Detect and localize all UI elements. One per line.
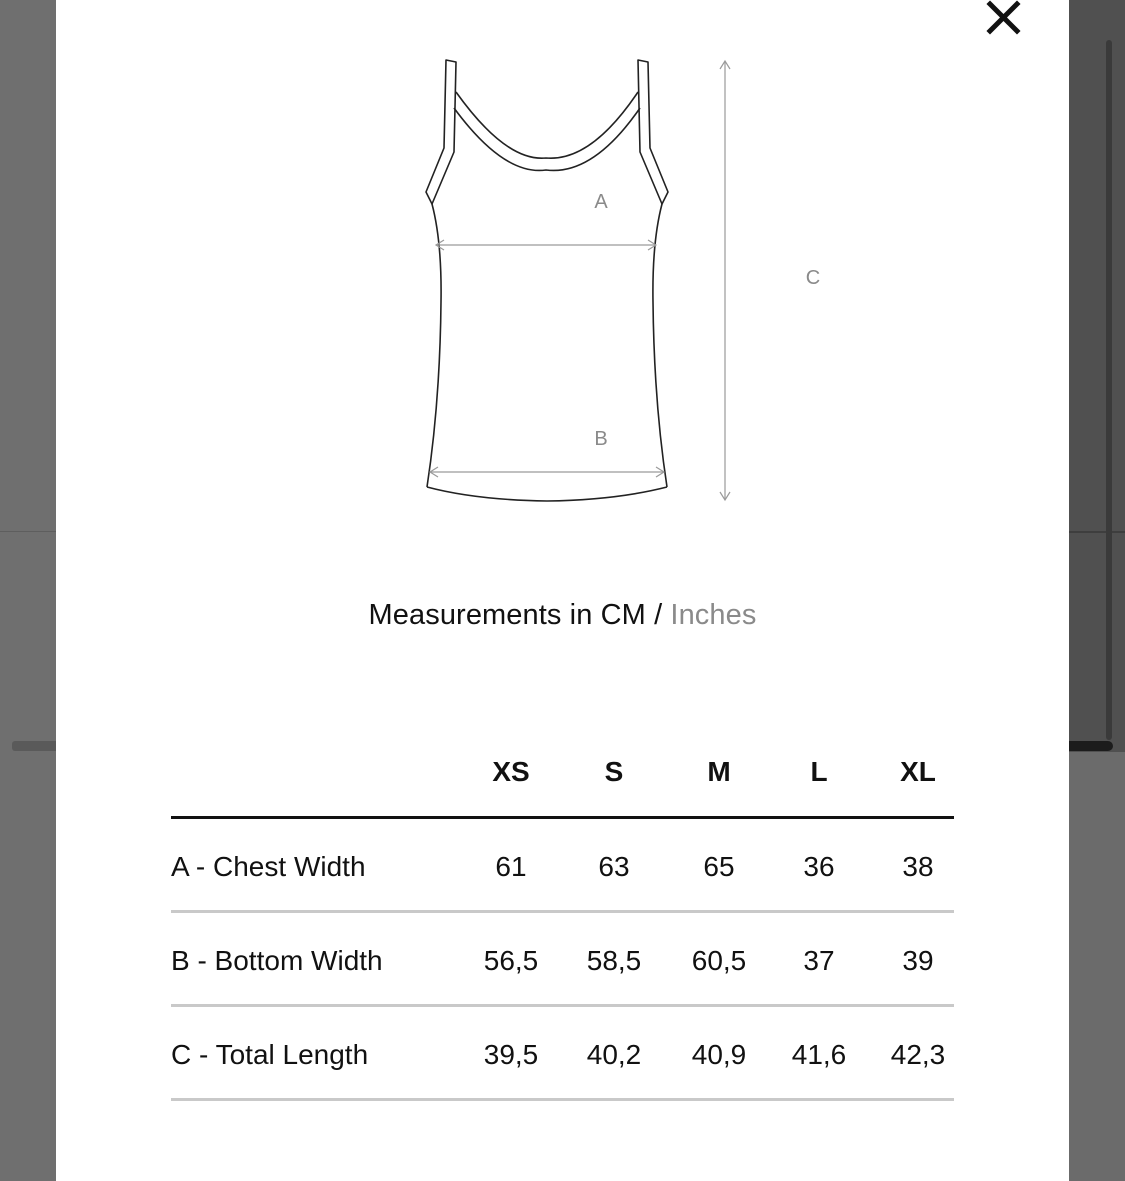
unit-inches-toggle[interactable]: Inches [670,599,757,631]
tank-top-outline [426,60,668,501]
label-c: C [805,267,821,289]
label-b: B [594,428,608,450]
measurement-guides [430,61,730,500]
row-label-bottom-width: B - Bottom Width [171,945,383,976]
size-header-row [171,752,954,819]
backdrop-divider [1069,531,1125,533]
row-label-total-length: C - Total Length [171,1039,369,1070]
backdrop-band [12,741,56,751]
table-cell: 65 [703,851,735,882]
table-cell: 37 [803,945,835,976]
size-guide-modal [56,0,1069,1181]
page-backdrop-right [1069,0,1125,1181]
size-header-xl: XL [900,756,936,787]
close-icon [986,0,1022,36]
backdrop-lower [1069,752,1125,1181]
backdrop-divider [0,531,56,532]
table-row [171,913,954,1007]
table-cell: 42,3 [890,1039,946,1070]
close-button[interactable] [986,0,1022,36]
table-row [171,1007,954,1101]
table-cell: 61 [495,851,527,882]
table-cell: 63 [598,851,630,882]
row-label-chest-width: A - Chest Width [171,851,366,882]
unit-separator: / [654,599,663,631]
table-cell: 38 [902,851,934,882]
size-header-l: L [810,756,828,787]
table-row [171,819,954,913]
page-backdrop-left [0,0,56,1181]
unit-cm-label: Measurements in CM [368,599,646,631]
size-header-s: S [604,756,624,787]
table-cell: 39 [902,945,934,976]
backdrop-band [1069,741,1113,751]
tank-top-diagram [416,52,821,517]
scrollbar-thumb[interactable] [1106,40,1112,740]
table-cell: 40,2 [586,1039,642,1070]
label-a: A [594,191,608,213]
table-cell: 39,5 [483,1039,539,1070]
size-header-xs: XS [492,756,530,787]
size-header-m: M [707,756,731,787]
table-cell: 56,5 [483,945,539,976]
table-cell: 36 [803,851,835,882]
table-cell: 58,5 [586,945,642,976]
table-cell: 40,9 [691,1039,747,1070]
measurement-unit-heading [56,599,1069,632]
table-cell: 41,6 [791,1039,847,1070]
size-chart-table [171,752,954,1101]
table-cell: 60,5 [691,945,747,976]
